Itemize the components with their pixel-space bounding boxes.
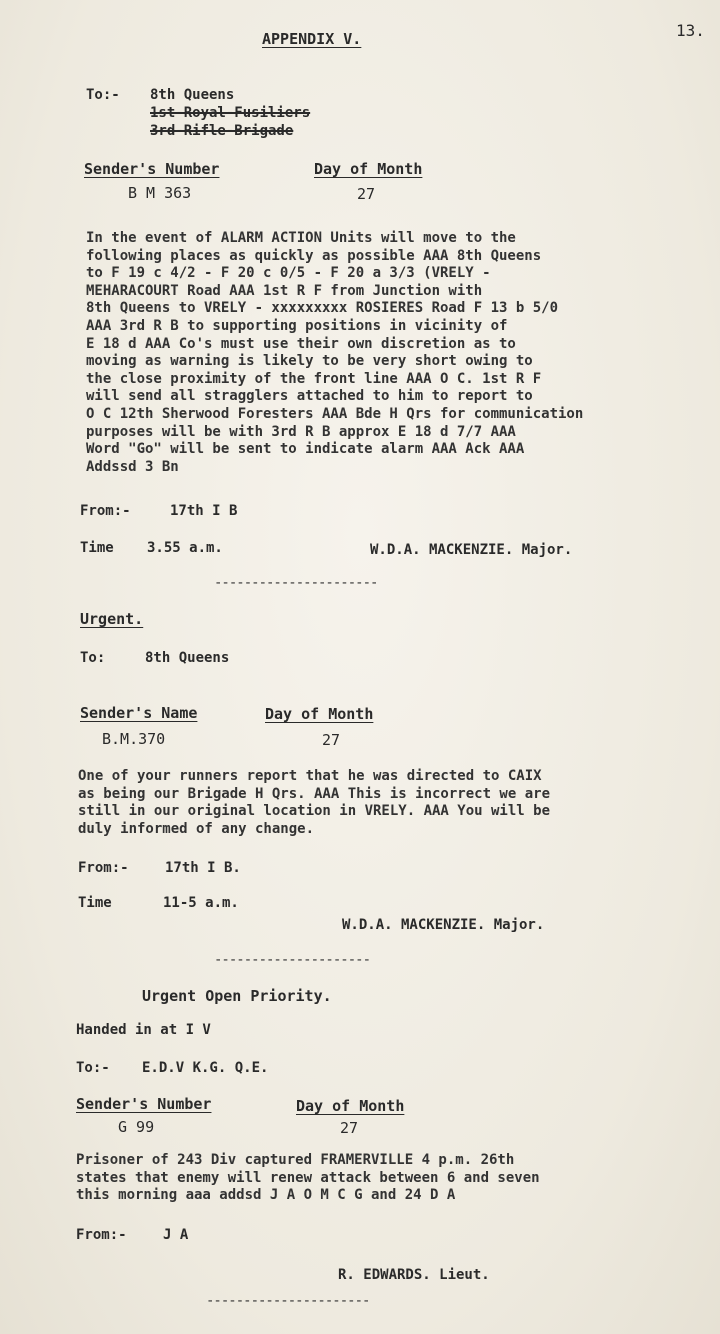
day-of-month: 27: [322, 731, 341, 749]
from-label: From:-: [78, 860, 129, 876]
time-label: Time: [80, 540, 114, 556]
time-value: 11-5 a.m.: [163, 895, 239, 911]
senders-name-label: Sender's Name: [80, 704, 198, 722]
signature: W.D.A. MACKENZIE. Major.: [370, 542, 573, 558]
senders-number: B M 363: [128, 184, 192, 202]
day-of-month: 27: [357, 185, 376, 203]
priority-label: Urgent.: [80, 610, 144, 628]
message-body: Prisoner of 243 Div captured FRAMERVILLE 4 p.m. 26th states that enemy will renew attack between 6 and seven this morning aaa addsd J A O M C G and 24 D A: [76, 1152, 540, 1204]
day-of-month: 27: [340, 1119, 359, 1137]
day-of-month-label: Day of Month: [314, 160, 423, 178]
to-line-1: 8th Queens: [150, 87, 235, 103]
to-label: To:-: [76, 1060, 110, 1076]
divider: ----------------------: [214, 575, 378, 591]
to-value: E.D.V K.G. Q.E.: [142, 1060, 269, 1076]
senders-number: G 99: [118, 1118, 155, 1136]
to-value: 8th Queens: [145, 650, 230, 666]
time-label: Time: [78, 895, 112, 911]
day-of-month-label: Day of Month: [296, 1097, 405, 1115]
from-value: 17th I B.: [165, 860, 241, 876]
signature: R. EDWARDS. Lieut.: [338, 1267, 490, 1283]
senders-number-label: Sender's Number: [76, 1095, 212, 1113]
from-value: 17th I B: [170, 503, 238, 519]
from-label: From:-: [80, 503, 131, 519]
to-label: To:: [80, 650, 106, 666]
time-value: 3.55 a.m.: [147, 540, 223, 556]
to-line-3-struck: 3rd-Rifle-Brigade: [150, 123, 294, 139]
handed-in-line: Handed in at I V: [76, 1022, 211, 1038]
divider: ----------------------: [206, 1293, 370, 1309]
to-label: To:-: [86, 87, 120, 103]
from-label: From:-: [76, 1227, 127, 1243]
senders-number-label: Sender's Number: [84, 160, 220, 178]
divider: ---------------------: [214, 952, 371, 968]
signature: W.D.A. MACKENZIE. Major.: [342, 917, 545, 933]
senders-name: B.M.370: [102, 730, 166, 748]
page-number: 13.: [676, 21, 705, 40]
priority-label: Urgent Open Priority.: [142, 987, 332, 1005]
to-line-2-struck: 1st-Royal-Fusiliers: [150, 105, 311, 121]
message-body: In the event of ALARM ACTION Units will move to the following places as quickly as possible AAA 8th Queens to F 19 c 4/2 - F 20 c 0/5 - F 20 a 3/3 (VRELY - MEHARACOURT Road AAA 1st R F from Junction with 8th Queens to VRELY - xxxxxxxxx ROSIERES Road F 13 b 5/0 AAA 3rd R B to supporting positions in vicinity of E 18 d AAA Co's must use their own discretion as to moving as warning is likely to be very short owing to the close proximity of the front line AAA O C. 1st R F will send all stragglers attached to him to report to O C 12th Sherwood Foresters AAA Bde H Qrs for communication purposes will be with 3rd R B approx E 18 d 7/7 AAA Word "Go" will be sent to indicate alarm AAA Ack AAA Addssd 3 Bn: [86, 230, 584, 475]
appendix-heading: APPENDIX V.: [262, 30, 362, 48]
message-body: One of your runners report that he was directed to CAIX as being our Brigade H Qrs. AAA This is incorrect we are still in our original location in VRELY. AAA You will be duly informed of any change.: [78, 768, 551, 837]
from-value: J A: [163, 1227, 189, 1243]
day-of-month-label: Day of Month: [265, 705, 374, 723]
